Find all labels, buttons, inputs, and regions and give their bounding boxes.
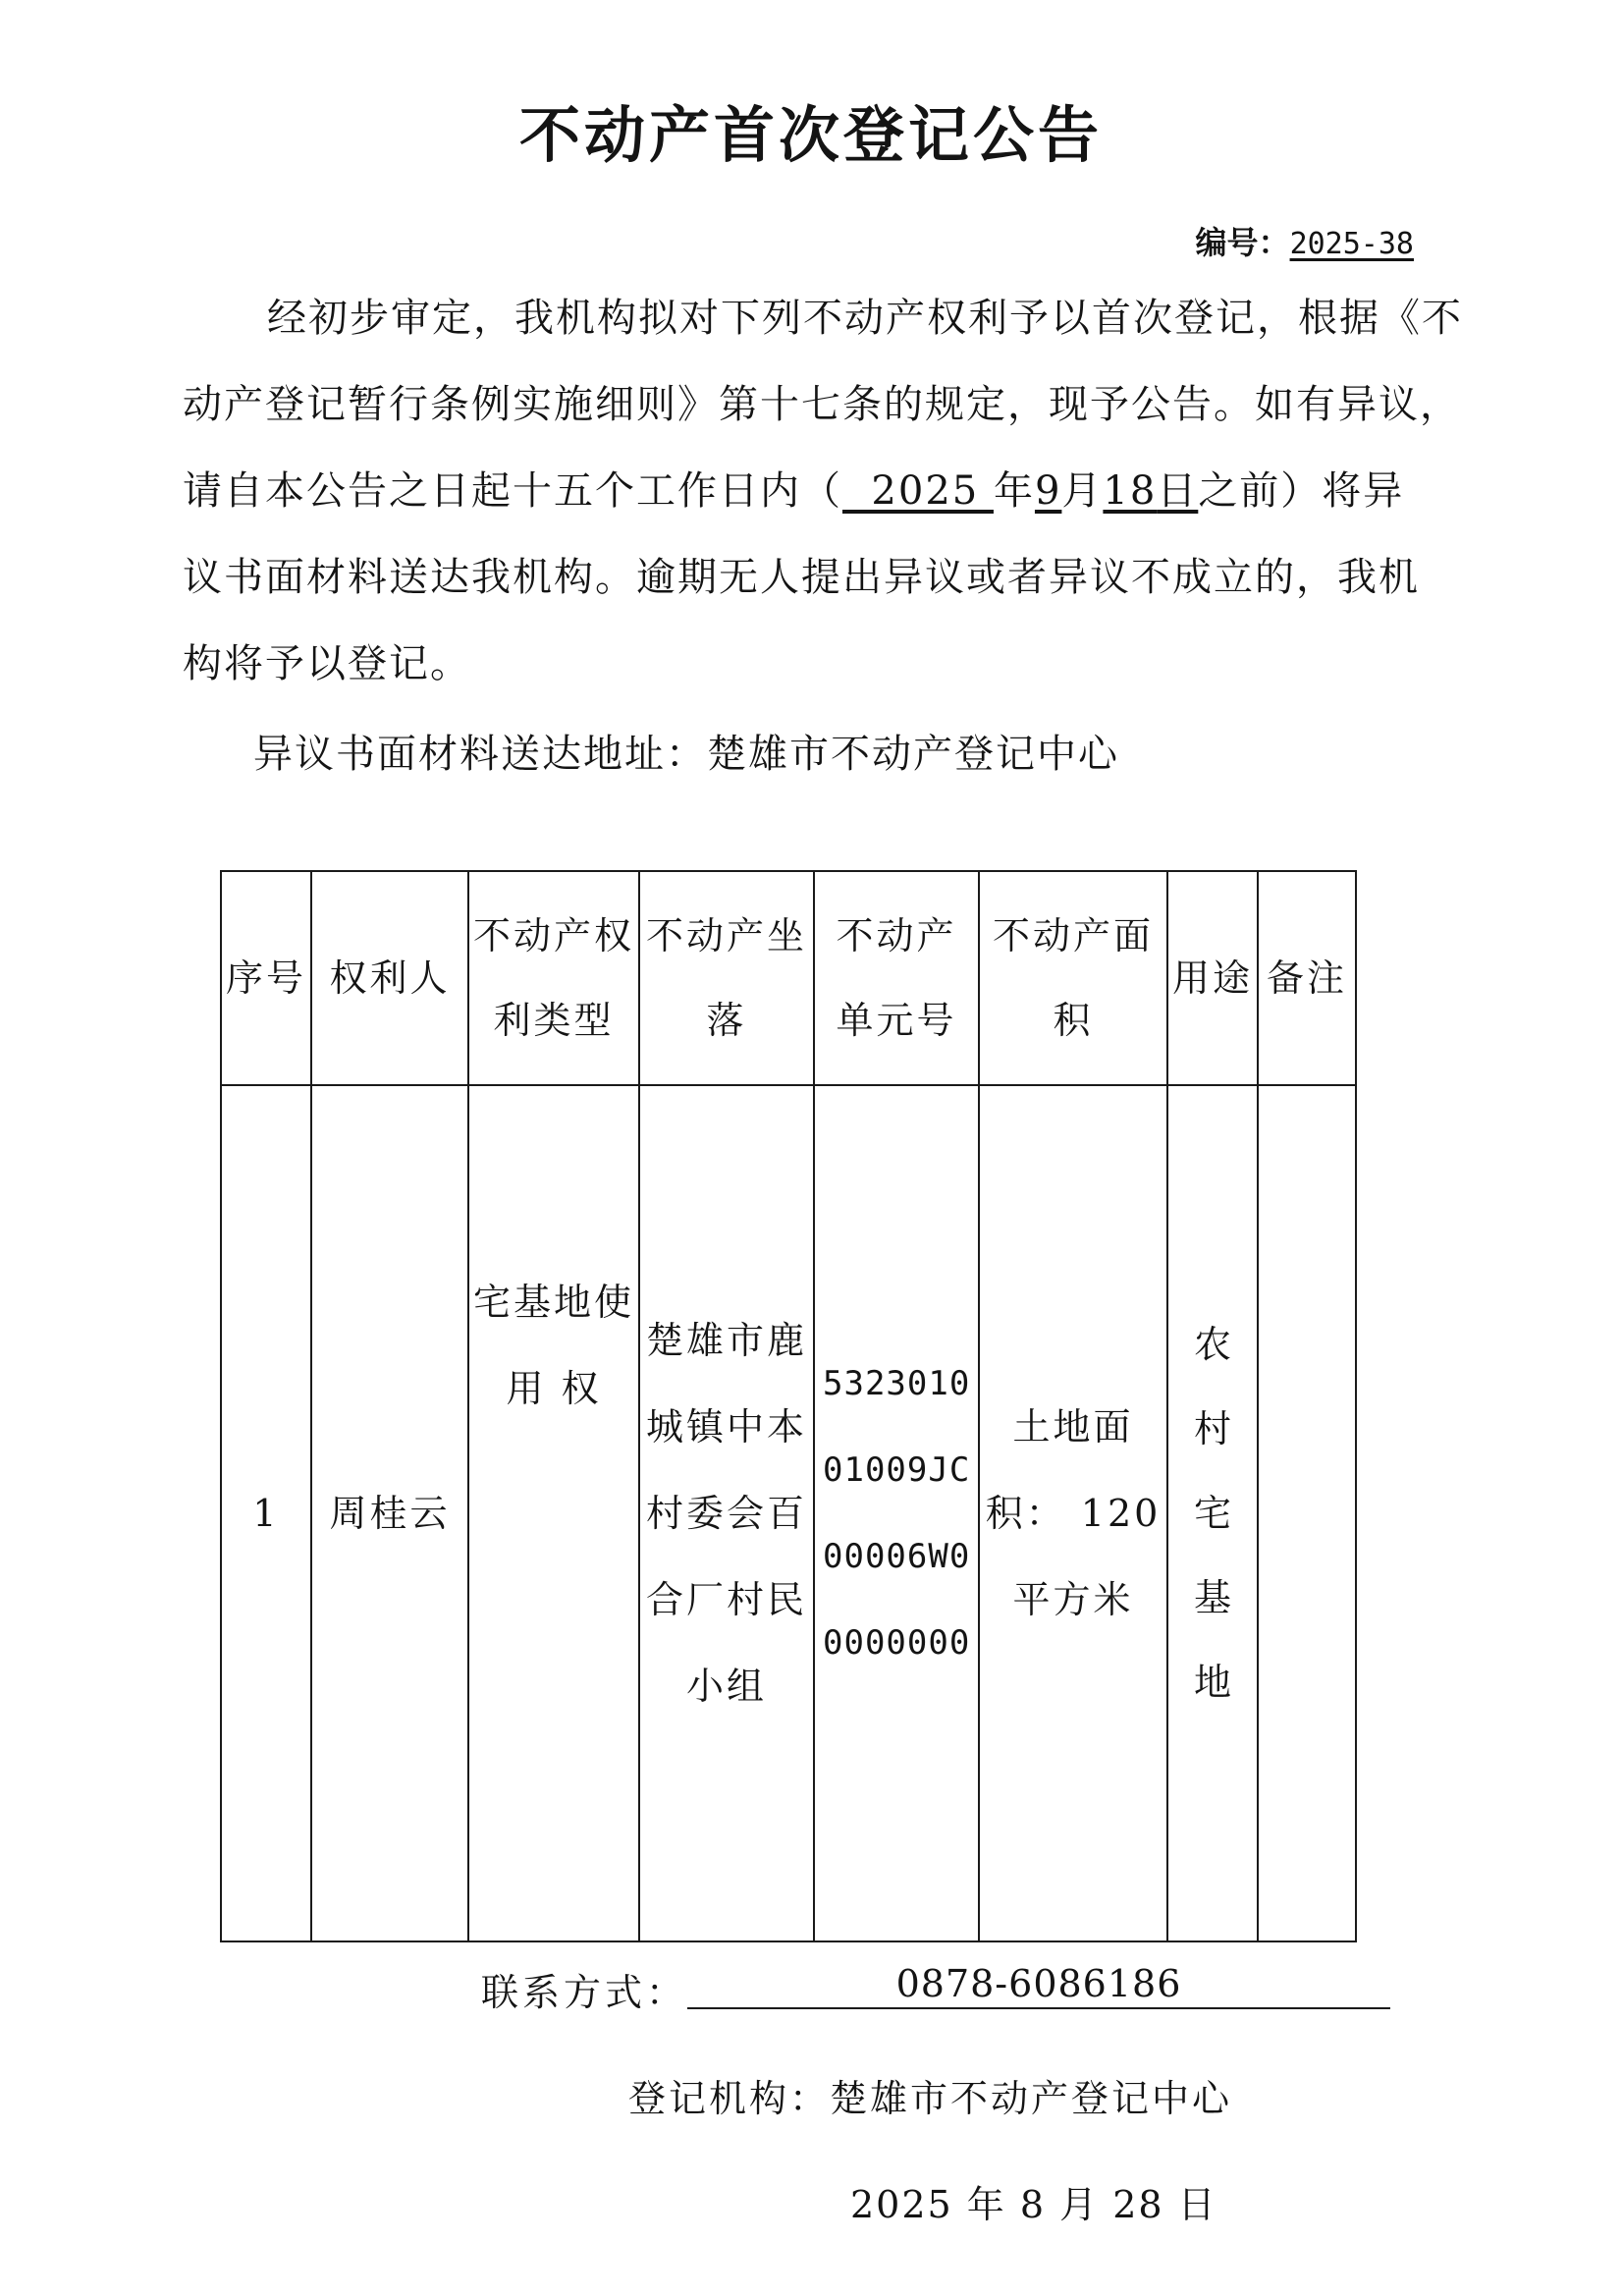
header-seq: 序号 bbox=[221, 871, 311, 1085]
header-unit-no: 不动产单元号 bbox=[814, 871, 979, 1085]
doc-number bbox=[1196, 218, 1414, 263]
header-usage: 用途 bbox=[1167, 871, 1258, 1085]
body-line-5: 构将予以登记。 bbox=[183, 641, 471, 686]
month-unit: 月 bbox=[1061, 468, 1104, 514]
issue-date: 2025 年 8 月 28 日 bbox=[850, 2183, 1217, 2226]
header-location: 不动产坐落 bbox=[639, 871, 814, 1085]
cell-owner: 周桂云 bbox=[311, 1085, 468, 1941]
body-line-2: 动产登记暂行条例实施细则》第十七条的规定，现予公告。如有异议， bbox=[183, 382, 1461, 427]
deadline-year: 2025 bbox=[842, 468, 994, 514]
header-right-type: 不动产权利类型 bbox=[468, 871, 639, 1085]
doc-number-label: 编号： bbox=[1195, 224, 1290, 261]
cell-location: 楚雄市鹿城镇中本村委会百合厂村民小组 bbox=[639, 1085, 814, 1941]
deadline-day: 18 bbox=[1103, 468, 1158, 514]
table-header-row bbox=[221, 871, 1356, 1085]
day-unit: 日 bbox=[1157, 468, 1199, 514]
body-line-1: 经初步审定，我机构拟对下列不动产权利予以首次登记，根据《不 bbox=[267, 296, 1463, 341]
cell-usage: 农村宅基地 bbox=[1194, 1322, 1235, 1704]
registration-table bbox=[220, 870, 1357, 1942]
year-unit: 年 bbox=[993, 468, 1035, 514]
body-line-3 bbox=[183, 460, 1404, 516]
cell-seq: 1 bbox=[221, 1085, 311, 1941]
body-line-4: 议书面材料送达我机构。逾期无人提出异议或者异议不成立的，我机 bbox=[183, 555, 1420, 600]
contact-phone: 0878-6086186 bbox=[895, 1962, 1182, 2005]
deadline-month: 9 bbox=[1034, 468, 1062, 514]
registration-org: 登记机构：楚雄市不动产登记中心 bbox=[628, 2077, 1233, 2120]
body-line-3-pre: 请自本公告之日起十五个工作日内（ bbox=[183, 468, 842, 514]
cell-area: 土地面积： 120 平方米 bbox=[979, 1085, 1167, 1941]
contact-label: 联系方式： bbox=[481, 1971, 688, 2014]
header-remark: 备注 bbox=[1258, 871, 1356, 1085]
header-owner: 权利人 bbox=[311, 871, 468, 1085]
cell-unit-no: 532301001009JC00006W00000000 bbox=[814, 1085, 979, 1941]
body-line-3-post: 之前）将异 bbox=[1198, 468, 1405, 514]
contact-underline bbox=[687, 2007, 1390, 2009]
cell-right-type: 宅基地使用 权 bbox=[468, 1085, 639, 1941]
doc-number-value: 2025-38 bbox=[1289, 227, 1414, 261]
cell-remark bbox=[1258, 1085, 1356, 1941]
table-row bbox=[221, 1085, 1356, 1941]
objection-address: 异议书面材料送达地址：楚雄市不动产登记中心 bbox=[253, 732, 1119, 777]
cell-usage-wrap bbox=[1167, 1085, 1258, 1941]
header-area: 不动产面积 bbox=[979, 871, 1167, 1085]
page-title: 不动产首次登记公告 bbox=[518, 99, 1103, 171]
